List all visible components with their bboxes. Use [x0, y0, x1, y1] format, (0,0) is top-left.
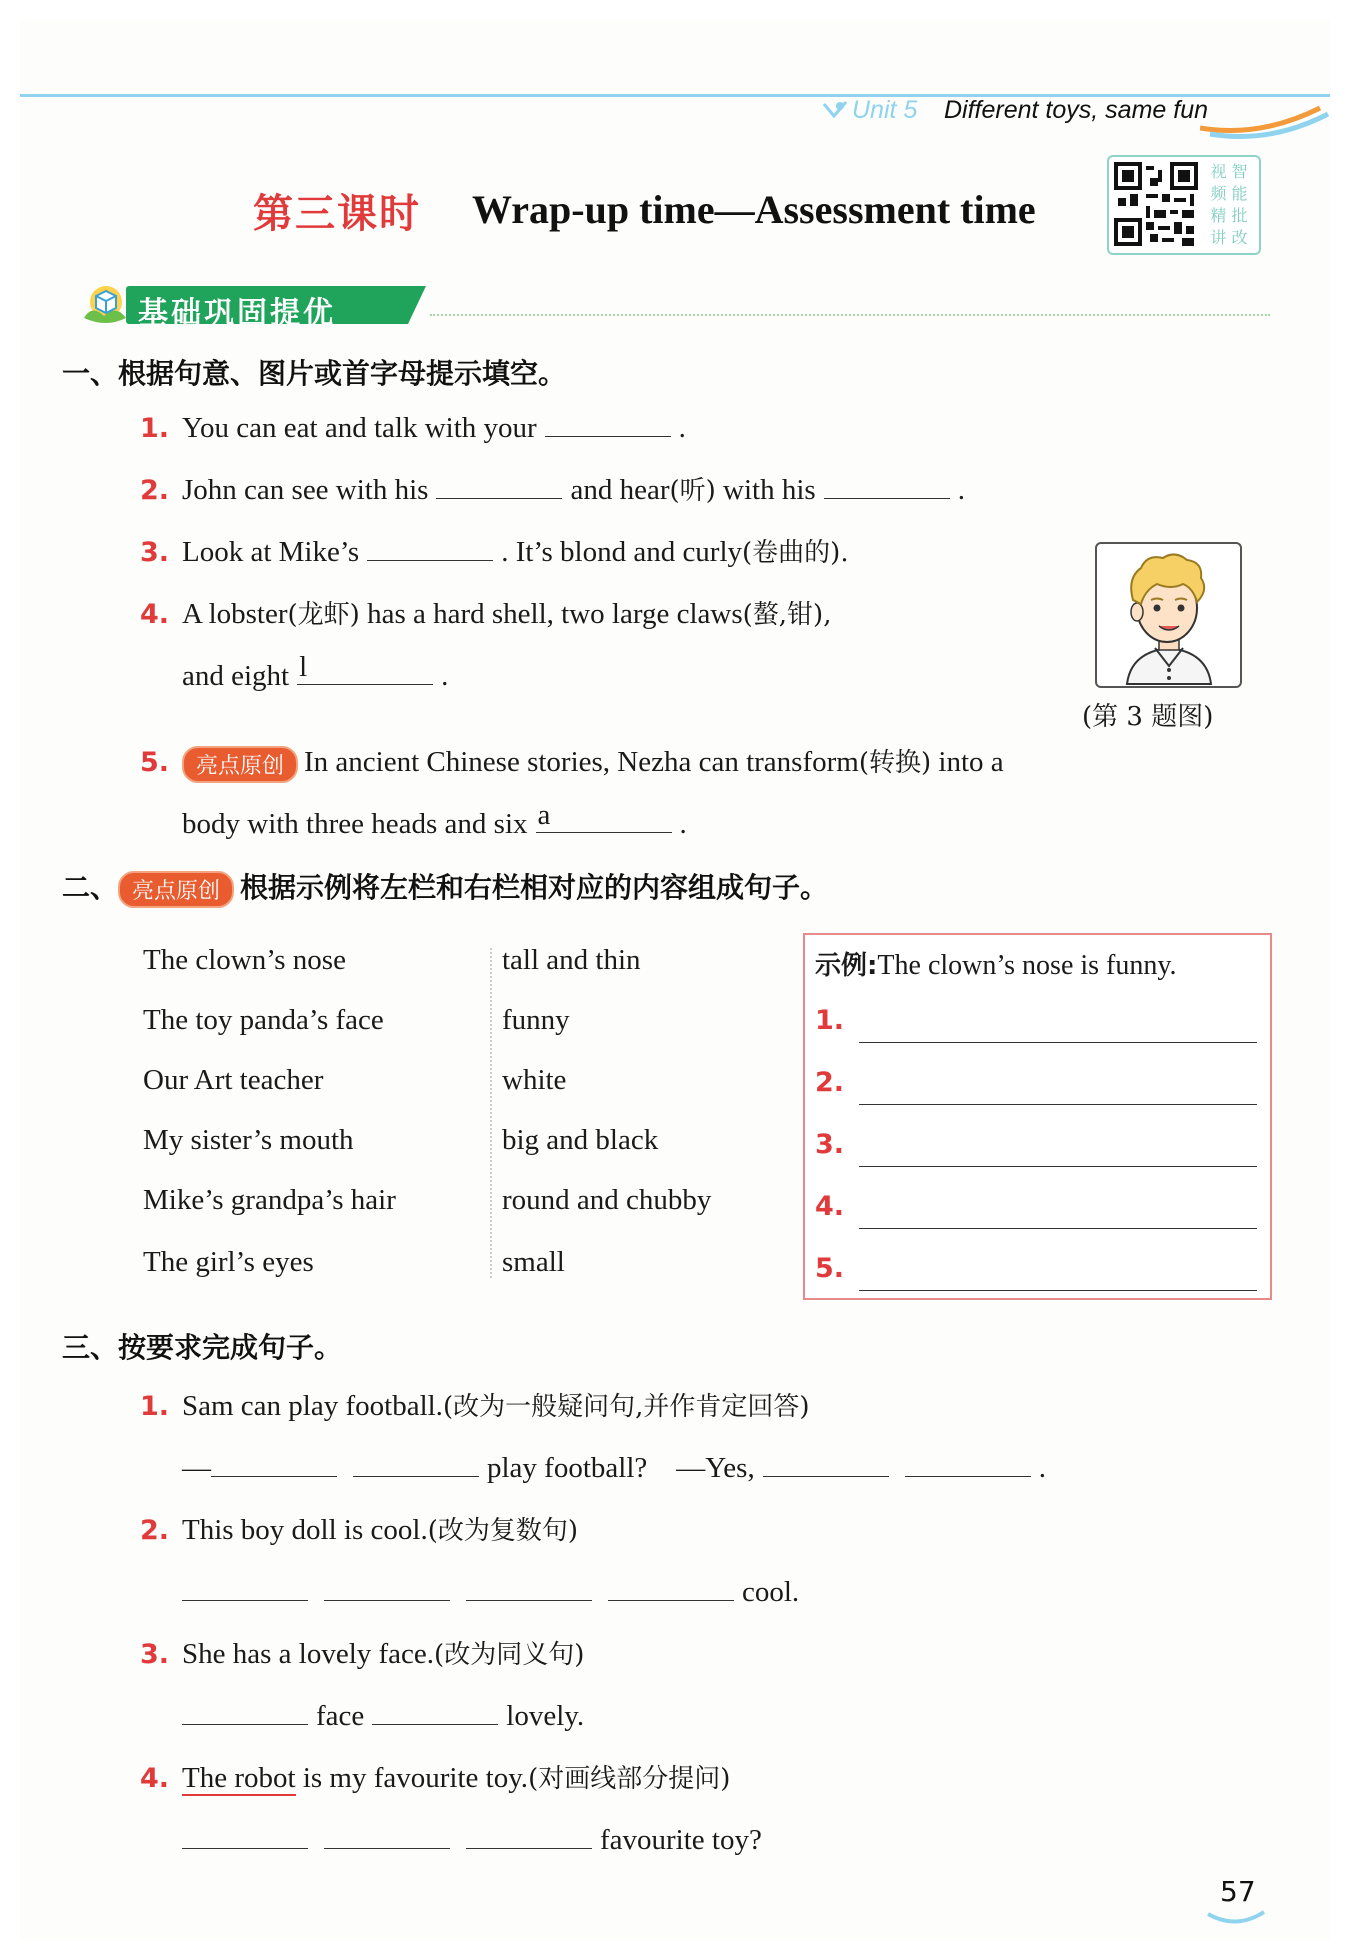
- right-column-item: big and black: [502, 1124, 659, 1156]
- answer-row: 5.: [815, 1253, 1265, 1295]
- qr-caption: 视 智 频 能 精 批 讲 改: [1210, 162, 1248, 247]
- left-column-item: Mike’s grandpa’s hair: [143, 1184, 396, 1216]
- answer-blank[interactable]: [545, 408, 671, 437]
- lesson-title: Wrap-up time—Assessment time: [472, 187, 1036, 232]
- q1-item-5: 5. 亮点原创 In ancient Chinese stories, Nezha can transform(转换) into a: [140, 742, 1004, 783]
- header-swoosh-icon: [1200, 104, 1330, 144]
- answer-blank[interactable]: [211, 1448, 337, 1477]
- q1-item-2: 2. John can see with his and hear(听) with his .: [140, 470, 965, 507]
- answer-line[interactable]: [859, 1104, 1257, 1105]
- answer-box: [803, 933, 1272, 1300]
- q3-item-4: 4. The robot is my favourite toy.(对画线部分提问): [140, 1762, 731, 1794]
- q2-heading: 二、 亮点原创 根据示例将左栏和右栏相对应的内容组成句子。: [62, 866, 828, 908]
- answer-row: 3.: [815, 1129, 1265, 1171]
- q3-item-3: 3. She has a lovely face.(改为同义句): [140, 1638, 585, 1670]
- right-column-item: white: [502, 1064, 567, 1096]
- workbook-page: [20, 20, 1330, 1940]
- boy-curly-hair-picture: [1095, 542, 1242, 688]
- page-number: 57: [1220, 1875, 1256, 1908]
- page-swoosh-icon: [1206, 1908, 1266, 1928]
- example-sentence: 示例:The clown’s nose is funny.: [815, 950, 1177, 981]
- answer-row: 2.: [815, 1067, 1265, 1109]
- answer-blank[interactable]: [763, 1448, 889, 1477]
- answer-blank[interactable]: [466, 1820, 592, 1849]
- picture-caption: (第 3 题图): [1082, 702, 1214, 732]
- right-column-item: funny: [502, 1004, 570, 1036]
- answer-blank[interactable]: [367, 532, 493, 561]
- q3-item-4-answer: favourite toy?: [182, 1820, 762, 1857]
- q3-item-1-answer: — play football? —Yes, .: [182, 1448, 1046, 1485]
- right-column-item: small: [502, 1246, 565, 1278]
- right-column-item: tall and thin: [502, 944, 641, 976]
- q3-heading: 三、按要求完成句子。: [62, 1331, 343, 1364]
- answer-blank[interactable]: [372, 1696, 498, 1725]
- left-column-item: My sister’s mouth: [143, 1124, 354, 1156]
- underlined-phrase: The robot: [182, 1762, 296, 1794]
- answer-blank[interactable]: [182, 1696, 308, 1725]
- q1-item-3: 3. Look at Mike’s . It’s blond and curly(卷曲的).: [140, 532, 849, 569]
- answer-blank[interactable]: [324, 1820, 450, 1849]
- answer-line[interactable]: [859, 1042, 1257, 1043]
- q3-item-2-answer: cool.: [182, 1572, 799, 1609]
- answer-blank[interactable]: [182, 1572, 308, 1601]
- q3-item-2: 2. This boy doll is cool.(改为复数句): [140, 1514, 578, 1546]
- answer-line[interactable]: [859, 1290, 1257, 1291]
- header-chevron-icon: [820, 98, 850, 128]
- answer-blank[interactable]: [324, 1572, 450, 1601]
- answer-blank[interactable]: l: [297, 656, 433, 685]
- answer-blank[interactable]: [182, 1820, 308, 1849]
- answer-line[interactable]: [859, 1166, 1257, 1167]
- q1-item-4-cont: and eight l .: [182, 651, 449, 692]
- right-column-item: round and chubby: [502, 1184, 712, 1216]
- boy-portrait-icon: [1097, 544, 1240, 686]
- section-banner: [78, 282, 438, 331]
- qr-code-icon[interactable]: [1114, 162, 1198, 246]
- answer-blank[interactable]: [824, 470, 950, 499]
- banner-title: 基础巩固提优: [138, 296, 336, 331]
- answer-blank[interactable]: a: [536, 804, 672, 833]
- unit-title: Different toys, same fun: [944, 96, 1209, 124]
- original-badge: 亮点原创: [182, 746, 298, 783]
- left-column-item: The clown’s nose: [143, 944, 346, 976]
- answer-row: 1.: [815, 1005, 1265, 1047]
- left-column-item: Our Art teacher: [143, 1064, 324, 1096]
- lesson-number: 第三课时: [253, 190, 421, 237]
- q1-heading: 一、根据句意、图片或首字母提示填空。: [62, 357, 567, 390]
- original-badge: 亮点原创: [118, 871, 234, 908]
- answer-blank[interactable]: [353, 1448, 479, 1477]
- q1-item-5-cont: body with three heads and six a .: [182, 799, 687, 840]
- answer-blank[interactable]: [466, 1572, 592, 1601]
- qr-code-box[interactable]: [1107, 155, 1261, 255]
- answer-blank[interactable]: [436, 470, 562, 499]
- q3-item-3-answer: face lovely.: [182, 1696, 584, 1733]
- unit-label: Unit 5: [852, 96, 918, 124]
- left-column-item: The toy panda’s face: [143, 1004, 384, 1036]
- q1-item-1: 1. You can eat and talk with your .: [140, 408, 686, 445]
- q1-item-4: 4. A lobster(龙虾) has a hard shell, two large claws(螯,钳),: [140, 598, 832, 630]
- answer-blank[interactable]: [905, 1448, 1031, 1477]
- answer-row: 4.: [815, 1191, 1265, 1233]
- q3-item-1: 1. Sam can play football.(改为一般疑问句,并作肯定回答): [140, 1390, 810, 1422]
- answer-line[interactable]: [859, 1228, 1257, 1229]
- cube-sun-icon: [78, 282, 130, 328]
- banner-divider: [430, 314, 1270, 316]
- column-divider: [490, 948, 492, 1278]
- left-column-item: The girl’s eyes: [143, 1246, 314, 1278]
- answer-blank[interactable]: [608, 1572, 734, 1601]
